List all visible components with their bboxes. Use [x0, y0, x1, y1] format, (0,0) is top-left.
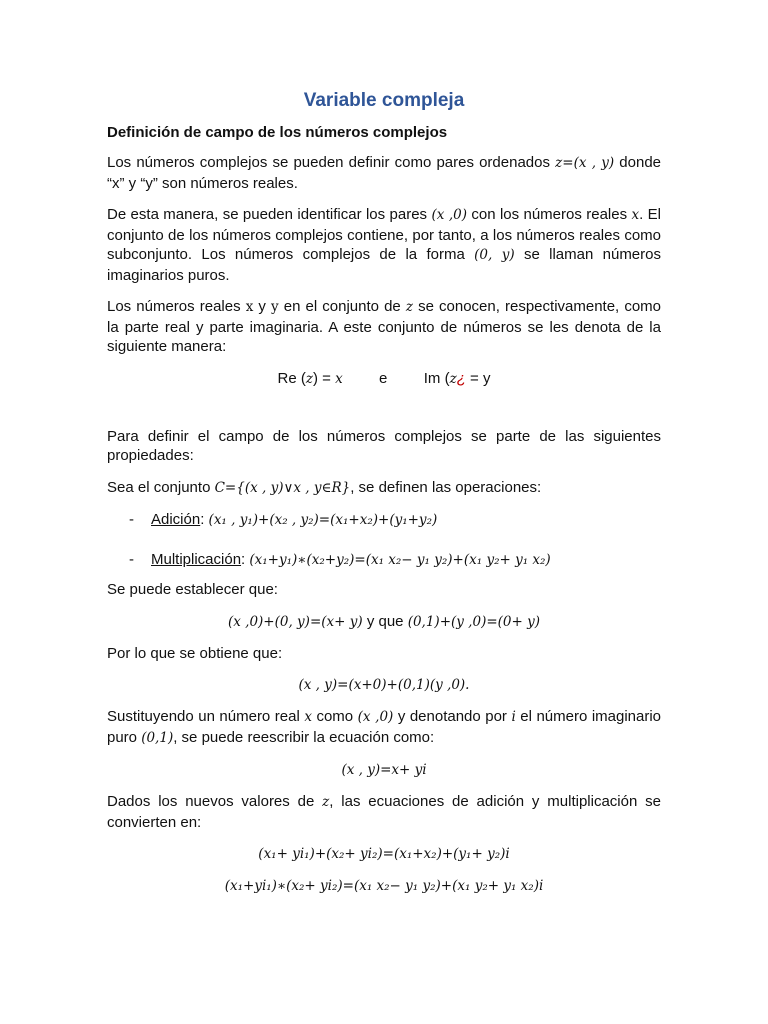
page-title: Variable compleja — [303, 90, 465, 111]
operation-label: Adición — [151, 511, 201, 528]
paragraph-properties: Para definir el campo de los números complejos se parte de las siguientes propiedades: — [107, 427, 661, 464]
eq2-formula: (x , y)=(x+0)+(0,1)(y ,0). — [298, 677, 470, 693]
section-heading: Definición de campo de los números complejos — [107, 124, 448, 141]
operation-addition — [107, 510, 661, 530]
re-im-line — [107, 369, 661, 389]
paragraph-establish: Se puede establecer que: — [107, 581, 278, 598]
p3-text-b: y — [258, 298, 266, 315]
equation-binomial — [107, 760, 661, 780]
equation-multiplication-binomial — [107, 876, 661, 896]
re-z: z — [305, 370, 313, 387]
paragraph-definition — [107, 153, 661, 193]
equation-addition-binomial — [107, 844, 661, 864]
operation-multiplication — [107, 550, 661, 570]
paragraph-obtain: Por lo que se obtiene que: — [107, 644, 283, 662]
p8-text-e: , se puede reescribir la ecuación como: — [173, 728, 435, 746]
p8-math-b: (x ,0) — [357, 709, 394, 725]
re-im-conjunction: e — [379, 369, 388, 387]
paragraph-new-values — [107, 792, 661, 832]
p3-text-a: Los números reales — [107, 298, 241, 315]
p9-text-b: , las ecuaciones de adición y multiplicación se convierten en: — [107, 793, 661, 831]
p5-text-a: Sea el conjunto — [107, 478, 211, 496]
eq3-formula: (x , y)=x+ yi — [341, 762, 427, 778]
im-glyph: ¿ — [456, 369, 466, 387]
re-mid: ) = — [312, 369, 336, 387]
p8-text-a: Sustituyendo un número real — [107, 708, 300, 725]
re-x: x — [335, 370, 343, 387]
im-z: z — [449, 370, 457, 387]
p1-text-b: donde “x” y “y” son números reales. — [107, 154, 662, 192]
re-label: Re ( — [277, 369, 306, 387]
p8-text-b: como — [316, 708, 354, 725]
p2-math-c: (0, y) — [474, 247, 515, 263]
p3-math-a: x — [245, 299, 254, 315]
p2-text-b: con los números reales — [471, 206, 628, 223]
p1-math-z: z=(x , y) — [555, 155, 615, 171]
list-dash: - — [129, 511, 134, 528]
eq1-mid: y que — [366, 612, 404, 630]
equation-identity — [107, 612, 661, 632]
p8-math-d: (0,1) — [141, 729, 174, 746]
document-page — [107, 90, 661, 908]
p2-math-a: (x ,0) — [431, 207, 467, 223]
p5-math: C={(x , y)∨x , y∈R} — [214, 479, 351, 496]
p2-text-a: De esta manera, se pueden identificar los pares — [107, 206, 428, 223]
eq1-right: (0,1)+(y ,0)=(0+ y) — [407, 613, 540, 630]
p1-text-a: Los números complejos se pueden definir como pares ordenados — [107, 154, 550, 171]
operation-colon: : — [241, 551, 246, 568]
p8-math-c: i — [511, 709, 516, 725]
list-dash: - — [129, 551, 134, 568]
eq5-formula: (x₁+yi₁)∗(x₂+ yi₂)=(x₁ x₂− y₁ y₂)+(x₁ y₂+ y₁ x₂)i — [224, 878, 544, 894]
p8-text-d: el número imaginario puro — [107, 708, 662, 746]
p8-text-c: y denotando por — [397, 708, 507, 725]
paragraph-real-subset — [107, 205, 661, 285]
p3-text-c: en el conjunto de — [283, 298, 401, 315]
p5-text-b: , se definen las operaciones: — [350, 478, 542, 496]
eq1-left: (x ,0)+(0, y)=(x+ y) — [227, 613, 363, 630]
p3-math-b: y — [271, 299, 279, 315]
paragraph-real-imag-parts — [107, 297, 661, 357]
paragraph-set-definition — [107, 478, 661, 499]
multiplication-formula: (x₁+y₁)∗(x₂+y₂)=(x₁ x₂− y₁ y₂)+(x₁ y₂+ y₁ x₂) — [249, 552, 551, 568]
p3-math-c: z — [405, 299, 413, 315]
paragraph-substitution — [107, 707, 661, 748]
p9-text-a: Dados los nuevos valores de — [107, 793, 315, 810]
p8-math-a: x — [304, 709, 312, 725]
p3-text-d: se conocen, respectivamente, como la parte real y parte imaginaria. A este conjunto de números se les denota de la siguiente manera: — [107, 298, 661, 355]
p2-text-c: . El conjunto de los números complejos contiene, por tanto, a los números reales como subconjunto. Los números complejos de la forma — [107, 206, 662, 263]
operation-label: Multiplicación — [151, 551, 242, 568]
im-end: = y — [465, 369, 491, 387]
im-label: Im ( — [423, 369, 450, 387]
p2-math-b: x — [631, 207, 640, 223]
addition-formula: (x₁ , y₁)+(x₂ , y₂)=(x₁+x₂)+(y₁+y₂) — [208, 512, 438, 528]
p9-math-a: z — [322, 794, 330, 810]
eq4-formula: (x₁+ yi₁)+(x₂+ yi₂)=(x₁+x₂)+(y₁+ y₂)i — [258, 846, 510, 862]
equation-decomposition — [107, 675, 661, 695]
operation-colon: : — [200, 511, 205, 528]
p2-text-d: se llaman números imaginarios puros. — [107, 246, 661, 284]
